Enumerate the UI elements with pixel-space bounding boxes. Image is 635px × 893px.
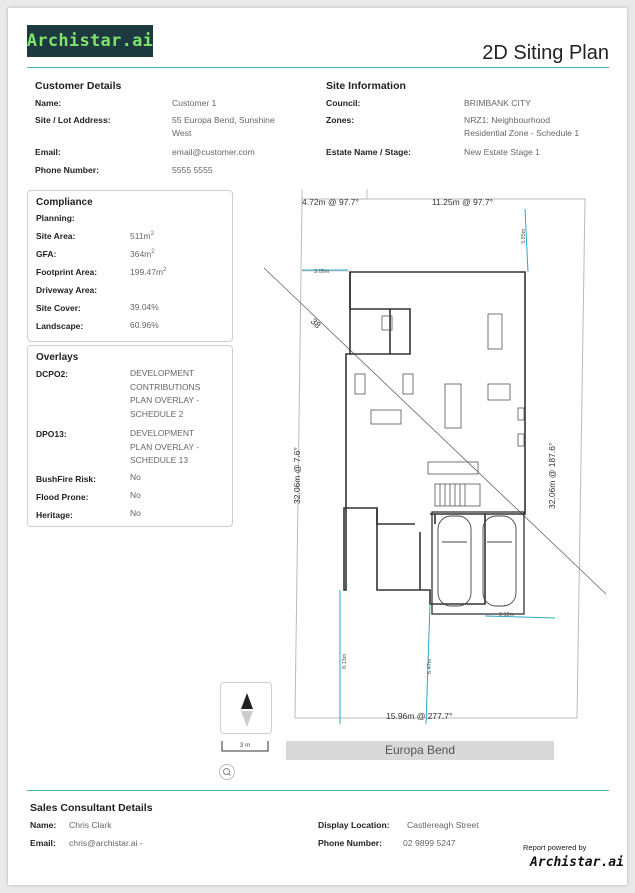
address-line-2: West [172, 128, 192, 138]
heritage-value: No [130, 508, 141, 518]
setback-top-right: 3.95m [521, 228, 527, 244]
customer-phone-label: Phone Number: [35, 165, 99, 175]
zoom-icon[interactable] [219, 764, 235, 780]
north-arrow-icon [221, 683, 273, 735]
zones-label: Zones: [326, 115, 355, 125]
setback-front-left: 8.13m [342, 653, 348, 669]
sales-name-label: Name: [30, 820, 57, 830]
footprint-label: Footprint Area: [36, 267, 98, 277]
bushfire-value: No [130, 472, 141, 482]
footprint-value: $199.47m^2$ [130, 266, 167, 277]
north-arrow-panel [220, 682, 272, 734]
dim-left: 32.06m @ 7.6° [292, 447, 302, 504]
dim-top-right: 11.25m @ 97.7° [432, 197, 494, 207]
sales-email[interactable]: chris@archistar.ai - [69, 838, 143, 848]
overlays-card [27, 345, 233, 527]
customer-name-label: Name: [35, 98, 62, 108]
flood-label: Flood Prone: [36, 492, 89, 502]
site-information-title: Site Information [326, 80, 406, 92]
sales-email-label: Email: [30, 838, 56, 848]
lot-boundary [295, 199, 585, 718]
dim-bottom: 15.96m @ 277.7° [386, 711, 453, 721]
estate-value: New Estate Stage 1 [464, 147, 540, 157]
sales-name: Chris Clark [69, 820, 112, 830]
setback-front-mid: 6.47m [427, 658, 433, 674]
dpo13-label: DPO13: [36, 429, 67, 439]
easement-label: 38 [308, 316, 323, 331]
zones-line-1: NRZ1: Neighbourhood [464, 115, 550, 125]
site-area-label: Site Area: [36, 231, 76, 241]
estate-label: Estate Name / Stage: [326, 147, 412, 157]
dpo13-value: DEVELOPMENT PLAN OVERLAY - SCHEDULE 13 [130, 428, 200, 465]
footer-logo: Archistar.ai [530, 855, 624, 870]
dim-right: 32.06m @ 187.6° [547, 442, 557, 509]
site-cover-label: Site Cover: [36, 303, 81, 313]
planning-label: Planning: [36, 213, 75, 223]
page-title: 2D Siting Plan [482, 42, 609, 64]
dcpo2-value: DEVELOPMENT CONTRIBUTIONS PLAN OVERLAY - SCHEDULE 2 [130, 368, 201, 419]
customer-email-label: Email: [35, 147, 61, 157]
display-location: Castlereagh Street [407, 820, 479, 830]
footer-divider [27, 790, 609, 791]
scale-bar [221, 739, 269, 753]
landscape-value: 60.96% [130, 320, 159, 330]
siting-plan-drawing [240, 184, 610, 744]
heritage-label: Heritage: [36, 510, 73, 520]
dcpo2-label: DCPO2: [36, 369, 69, 379]
scale-label: 3 m [239, 742, 251, 749]
gfa-value: $364m^2$ [130, 248, 155, 259]
sales-phone: 02 9899 5247 [403, 838, 456, 848]
archistar-logo [27, 25, 153, 57]
compliance-title: Compliance [36, 197, 93, 208]
gfa-label: GFA: [36, 249, 57, 259]
dim-top-left: 4.72m @ 97.7° [302, 197, 359, 207]
site-cover-value: 39.04% [130, 302, 159, 312]
customer-phone: 5555 5555 [172, 165, 213, 175]
sales-phone-label: Phone Number: [318, 838, 382, 848]
address-line-1: 55 Europa Bend, Sunshine [172, 115, 275, 125]
zones-line-2: Residential Zone - Schedule 1 [464, 128, 580, 138]
overlays-title: Overlays [36, 352, 79, 363]
report-page [8, 8, 627, 885]
address-label: Site / Lot Address: [35, 115, 111, 125]
bushfire-label: BushFire Risk: [36, 474, 96, 484]
magnifier-icon [220, 765, 234, 779]
setback-front-right: 2.12m [499, 612, 515, 618]
customer-name: Customer 1 [172, 98, 217, 108]
setback-top-left: 3.05m [314, 269, 330, 275]
council-label: Council: [326, 98, 361, 108]
header-divider [27, 67, 609, 68]
display-location-label: Display Location: [318, 820, 390, 830]
flood-value: No [130, 490, 141, 500]
sales-consultant-title: Sales Consultant Details [30, 802, 153, 814]
logo-text: Archistar.ai [26, 31, 154, 51]
landscape-label: Landscape: [36, 321, 84, 331]
street-name-label: Europa Bend [286, 741, 554, 760]
site-area-value: $511m^2$ [130, 230, 154, 241]
council-value: BRIMBANK CITY [464, 98, 531, 108]
powered-by-text: Report powered by [523, 843, 587, 852]
customer-email: email@customer.com [172, 147, 255, 157]
compliance-card [27, 190, 233, 342]
customer-details-title: Customer Details [35, 80, 122, 92]
driveway-label: Driveway Area: [36, 285, 98, 295]
